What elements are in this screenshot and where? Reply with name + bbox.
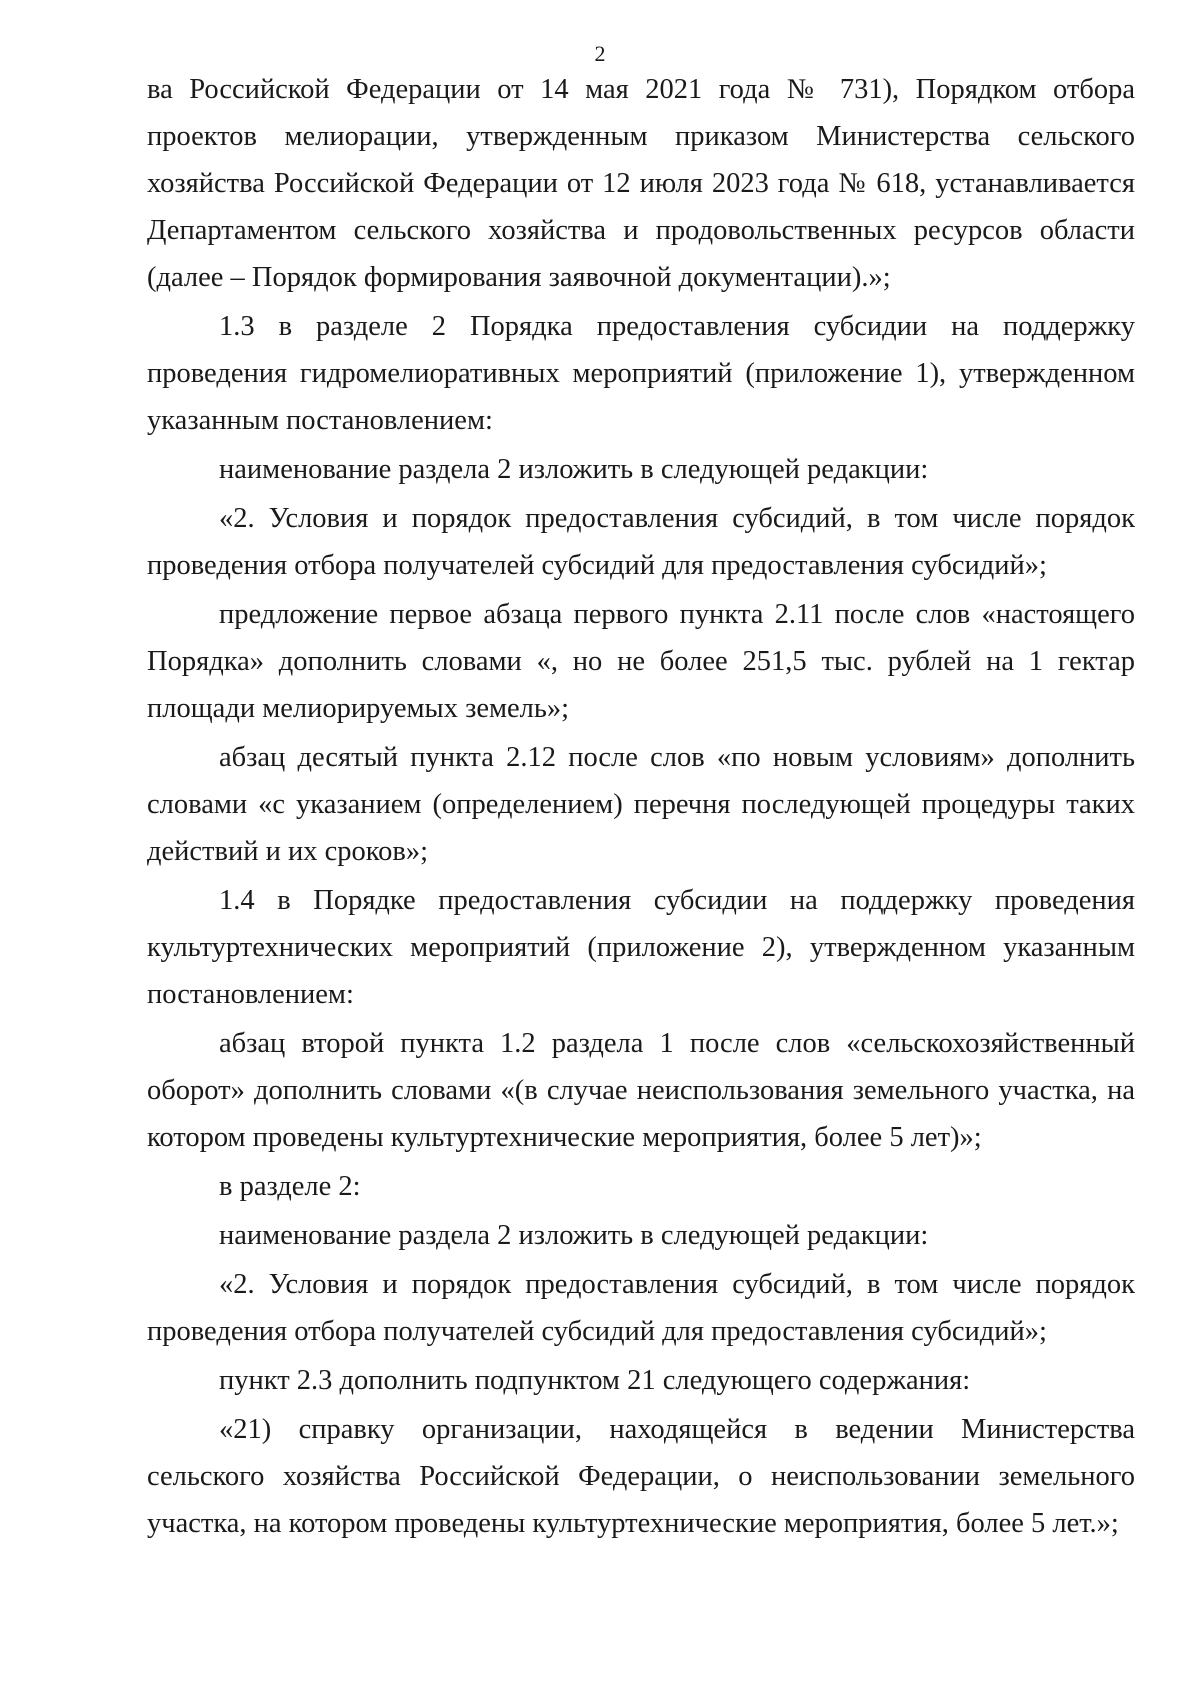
- paragraph: «2. Условия и порядок предоставления субсидий, в том числе порядок проведения отбора получателей субсидий для предоставления субсидий»;: [147, 503, 1135, 581]
- paragraph: в разделе 2:: [219, 1171, 361, 1202]
- paragraph: пункт 2.3 дополнить подпунктом 21 следующего содержания:: [219, 1365, 971, 1396]
- paragraph: предложение первое абзаца первого пункта 2.11 после слов «настоящего Порядка» дополнить словами «, но не более 251,5 тыс. рублей на 1 гектар площади мелиорируемых земель»;: [147, 599, 1135, 724]
- paragraph: абзац второй пункта 1.2 раздела 1 после слов «сельскохозяйственный оборот» дополнить словами «(в случае неиспользования земельного участка, на котором проведены культуртехнические мероприятия, более 5 лет)»;: [147, 1028, 1135, 1153]
- paragraph: «2. Условия и порядок предоставления субсидий, в том числе порядок проведения отбора получателей субсидий для предоставления субсидий»;: [147, 1269, 1135, 1347]
- paragraph: наименование раздела 2 изложить в следующей редакции:: [219, 1220, 929, 1251]
- paragraph: ва Российской Федерации от 14 мая 2021 года № 731), Порядком отбора проектов мелиорации, утвержденным приказом Министерства сельского хозяйства Российской Федерации от 12 июля 2023 года № 618, устанавливается Департаментом сельского хозяйства и продовольственных ресурсов области (далее – Порядок формирования заявочной документации).»;: [147, 74, 1135, 293]
- document-body: [147, 66, 1135, 1547]
- paragraph: абзац десятый пункта 2.12 после слов «по новым условиям» дополнить словами «с указанием (определением) перечня последующей процедуры таких действий и их сроков»;: [147, 742, 1135, 867]
- page-number: 2: [594, 41, 606, 66]
- paragraph: 1.3 в разделе 2 Порядка предоставления субсидии на поддержку проведения гидромелиоративных мероприятий (приложение 1), утвержденном указанным постановлением:: [147, 311, 1135, 436]
- paragraph: «21) справку организации, находящейся в ведении Министерства сельского хозяйства Российской Федерации, о неиспользовании земельного участка, на котором проведены культуртехнические мероприятия, более 5 лет.»;: [147, 1414, 1135, 1539]
- paragraph: наименование раздела 2 изложить в следующей редакции:: [219, 454, 929, 485]
- paragraph: 1.4 в Порядке предоставления субсидии на поддержку проведения культуртехнических мероприятий (приложение 2), утвержденном указанным постановлением:: [147, 885, 1135, 1010]
